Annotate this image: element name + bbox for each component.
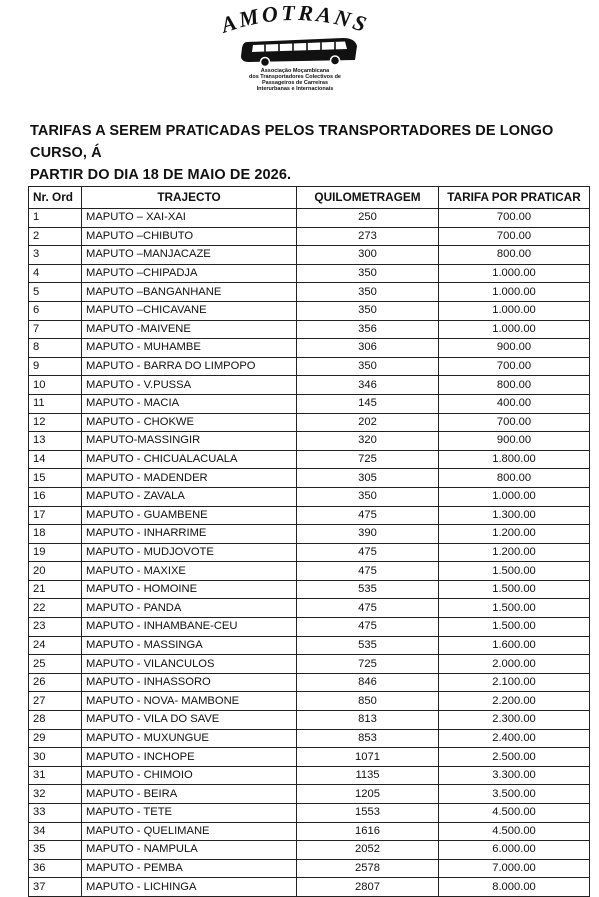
route-cell: MAPUTO - VILA DO SAVE [82, 711, 297, 730]
header-trajecto: TRAJECTO [82, 187, 297, 209]
distance-cell: 2052 [297, 841, 439, 860]
route-cell: MAPUTO - GUAMBENE [82, 506, 297, 525]
table-row [29, 599, 590, 618]
route-cell: MAPUTO - MUDJOVOTE [82, 543, 297, 562]
route-cell: MAPUTO - QUELIMANE [82, 822, 297, 841]
row-number: 21 [29, 580, 82, 599]
route-cell: MAPUTO -MAIVENE [82, 320, 297, 339]
table-row [29, 413, 590, 432]
table-row [29, 543, 590, 562]
route-cell: MAPUTO - TETE [82, 804, 297, 823]
route-cell: MAPUTO - MASSINGA [82, 636, 297, 655]
table-row [29, 841, 590, 860]
distance-cell: 1071 [297, 748, 439, 767]
route-cell: MAPUTO - INHARRIME [82, 525, 297, 544]
document-title [30, 120, 590, 186]
route-cell: MAPUTO - MAXIXE [82, 562, 297, 581]
fare-cell: 1.500.00 [439, 562, 590, 581]
route-cell: MAPUTO - HOMOINE [82, 580, 297, 599]
row-number: 17 [29, 506, 82, 525]
distance-cell: 475 [297, 506, 439, 525]
distance-cell: 202 [297, 413, 439, 432]
row-number: 37 [29, 878, 82, 897]
distance-cell: 2807 [297, 878, 439, 897]
fare-cell: 6.000.00 [439, 841, 590, 860]
distance-cell: 350 [297, 283, 439, 302]
table-row [29, 673, 590, 692]
row-number: 6 [29, 301, 82, 320]
table-row [29, 339, 590, 358]
route-cell: MAPUTO - BARRA DO LIMPOPO [82, 357, 297, 376]
route-cell: MAPUTO - LICHINGA [82, 878, 297, 897]
fare-cell: 700.00 [439, 413, 590, 432]
route-cell: MAPUTO - BEIRA [82, 785, 297, 804]
table-row [29, 525, 590, 544]
table-row [29, 804, 590, 823]
logo-subtitle [195, 68, 395, 92]
distance-cell: 2578 [297, 859, 439, 878]
route-cell: MAPUTO - VILANCULOS [82, 655, 297, 674]
distance-cell: 350 [297, 264, 439, 283]
route-cell: MAPUTO - CHOKWE [82, 413, 297, 432]
distance-cell: 725 [297, 655, 439, 674]
row-number: 27 [29, 692, 82, 711]
fare-cell: 700.00 [439, 209, 590, 228]
row-number: 19 [29, 543, 82, 562]
table-row [29, 301, 590, 320]
header-tarifa: TARIFA POR PRATICAR [439, 187, 590, 209]
distance-cell: 145 [297, 394, 439, 413]
amotrans-logo [195, 6, 395, 106]
row-number: 9 [29, 357, 82, 376]
table-row [29, 580, 590, 599]
row-number: 4 [29, 264, 82, 283]
row-number: 11 [29, 394, 82, 413]
fare-cell: 700.00 [439, 227, 590, 246]
fare-cell: 800.00 [439, 469, 590, 488]
row-number: 16 [29, 487, 82, 506]
distance-cell: 273 [297, 227, 439, 246]
route-cell: MAPUTO –BANGANHANE [82, 283, 297, 302]
route-cell: MAPUTO - CHICUALACUALA [82, 450, 297, 469]
route-cell: MAPUTO - INHASSORO [82, 673, 297, 692]
route-cell: MAPUTO - MACIA [82, 394, 297, 413]
table-row [29, 469, 590, 488]
row-number: 34 [29, 822, 82, 841]
row-number: 5 [29, 283, 82, 302]
distance-cell: 1616 [297, 822, 439, 841]
row-number: 36 [29, 859, 82, 878]
row-number: 13 [29, 432, 82, 451]
table-row [29, 209, 590, 228]
svg-text:AMOTRANS [216, 6, 372, 38]
fare-cell: 2.000.00 [439, 655, 590, 674]
fare-cell: 700.00 [439, 357, 590, 376]
route-cell: MAPUTO - V.PUSSA [82, 376, 297, 395]
table-row [29, 320, 590, 339]
row-number: 1 [29, 209, 82, 228]
route-cell: MAPUTO - NOVA- MAMBONE [82, 692, 297, 711]
row-number: 33 [29, 804, 82, 823]
row-number: 15 [29, 469, 82, 488]
distance-cell: 813 [297, 711, 439, 730]
distance-cell: 475 [297, 562, 439, 581]
table-row [29, 487, 590, 506]
distance-cell: 475 [297, 543, 439, 562]
row-number: 25 [29, 655, 82, 674]
table-row [29, 729, 590, 748]
row-number: 31 [29, 766, 82, 785]
distance-cell: 846 [297, 673, 439, 692]
fare-cell: 8.000.00 [439, 878, 590, 897]
route-cell: MAPUTO –CHIBUTO [82, 227, 297, 246]
fare-cell: 1.500.00 [439, 599, 590, 618]
route-cell: MAPUTO - INCHOPE [82, 748, 297, 767]
fare-cell: 2.300.00 [439, 711, 590, 730]
row-number: 32 [29, 785, 82, 804]
distance-cell: 390 [297, 525, 439, 544]
route-cell: MAPUTO - PANDA [82, 599, 297, 618]
logo-subtitle-line: Associação Moçambicana [260, 68, 330, 74]
distance-cell: 535 [297, 580, 439, 599]
distance-cell: 850 [297, 692, 439, 711]
route-cell: MAPUTO - ZAVALA [82, 487, 297, 506]
bus-logo-icon [195, 6, 395, 66]
row-number: 18 [29, 525, 82, 544]
table-row [29, 655, 590, 674]
distance-cell: 1205 [297, 785, 439, 804]
title-line: PARTIR DO DIA 18 DE MAIO DE 2026. [30, 167, 292, 183]
row-number: 20 [29, 562, 82, 581]
table-row [29, 748, 590, 767]
fare-cell: 1.200.00 [439, 543, 590, 562]
fare-cell: 7.000.00 [439, 859, 590, 878]
fare-cell: 2.100.00 [439, 673, 590, 692]
fare-cell: 3.300.00 [439, 766, 590, 785]
logo-subtitle-line: Passageiros de Carreiras [261, 80, 329, 86]
title-line: TARIFAS A SEREM PRATICADAS PELOS TRANSPORTADORES DE LONGO CURSO, Á [30, 123, 554, 161]
row-number: 8 [29, 339, 82, 358]
fare-cell: 900.00 [439, 339, 590, 358]
distance-cell: 320 [297, 432, 439, 451]
table-row [29, 376, 590, 395]
fare-cell: 2.200.00 [439, 692, 590, 711]
table-row [29, 227, 590, 246]
route-cell: MAPUTO - MUHAMBE [82, 339, 297, 358]
fare-cell: 1.300.00 [439, 506, 590, 525]
route-cell: MAPUTO –CHICAVANE [82, 301, 297, 320]
row-number: 30 [29, 748, 82, 767]
fare-cell: 2.400.00 [439, 729, 590, 748]
table-row [29, 618, 590, 637]
tariff-table [28, 186, 590, 897]
row-number: 10 [29, 376, 82, 395]
route-cell: MAPUTO - INHAMBANE-CEU [82, 618, 297, 637]
table-row [29, 636, 590, 655]
table-row [29, 394, 590, 413]
distance-cell: 475 [297, 599, 439, 618]
header-nr-ord: Nr. Ord [29, 187, 82, 209]
row-number: 7 [29, 320, 82, 339]
fare-cell: 1.500.00 [439, 580, 590, 599]
header-quilometragem: QUILOMETRAGEM [297, 187, 439, 209]
table-body [29, 209, 590, 897]
fare-cell: 3.500.00 [439, 785, 590, 804]
table-row [29, 450, 590, 469]
row-number: 2 [29, 227, 82, 246]
fare-cell: 1.500.00 [439, 618, 590, 637]
table-row [29, 878, 590, 897]
fare-cell: 900.00 [439, 432, 590, 451]
fare-cell: 1.600.00 [439, 636, 590, 655]
fare-cell: 1.000.00 [439, 487, 590, 506]
row-number: 26 [29, 673, 82, 692]
route-cell: MAPUTO –MANJACAZE [82, 246, 297, 265]
fare-cell: 1.800.00 [439, 450, 590, 469]
distance-cell: 306 [297, 339, 439, 358]
route-cell: MAPUTO –CHIPADJA [82, 264, 297, 283]
table-row [29, 785, 590, 804]
distance-cell: 250 [297, 209, 439, 228]
fare-cell: 800.00 [439, 246, 590, 265]
table-row [29, 432, 590, 451]
distance-cell: 725 [297, 450, 439, 469]
table-row [29, 766, 590, 785]
distance-cell: 350 [297, 487, 439, 506]
route-cell: MAPUTO - MADENDER [82, 469, 297, 488]
logo-text: AMOTRANS [217, 6, 373, 38]
fare-cell: 1.000.00 [439, 283, 590, 302]
distance-cell: 305 [297, 469, 439, 488]
distance-cell: 350 [297, 301, 439, 320]
route-cell: MAPUTO - NAMPULA [82, 841, 297, 860]
distance-cell: 853 [297, 729, 439, 748]
table-row [29, 357, 590, 376]
row-number: 3 [29, 246, 82, 265]
fare-cell: 1.000.00 [439, 264, 590, 283]
fare-cell: 4.500.00 [439, 804, 590, 823]
row-number: 12 [29, 413, 82, 432]
row-number: 35 [29, 841, 82, 860]
fare-cell: 2.500.00 [439, 748, 590, 767]
distance-cell: 356 [297, 320, 439, 339]
row-number: 29 [29, 729, 82, 748]
logo-subtitle-line: dos Transportadores Colectivos de [249, 74, 341, 80]
table-row [29, 264, 590, 283]
route-cell: MAPUTO - MUXUNGUE [82, 729, 297, 748]
logo-subtitle-line: Interurbanas e Internacionais [256, 86, 334, 92]
fare-cell: 1.000.00 [439, 320, 590, 339]
row-number: 14 [29, 450, 82, 469]
distance-cell: 350 [297, 357, 439, 376]
fare-cell: 800.00 [439, 376, 590, 395]
distance-cell: 1135 [297, 766, 439, 785]
distance-cell: 346 [297, 376, 439, 395]
fare-cell: 1.000.00 [439, 301, 590, 320]
route-cell: MAPUTO-MASSINGIR [82, 432, 297, 451]
row-number: 23 [29, 618, 82, 637]
fare-cell: 400.00 [439, 394, 590, 413]
row-number: 28 [29, 711, 82, 730]
distance-cell: 535 [297, 636, 439, 655]
row-number: 24 [29, 636, 82, 655]
route-cell: MAPUTO - CHIMOIO [82, 766, 297, 785]
table-header-row [29, 187, 590, 209]
fare-cell: 4.500.00 [439, 822, 590, 841]
distance-cell: 475 [297, 618, 439, 637]
table-row [29, 692, 590, 711]
fare-cell: 1.200.00 [439, 525, 590, 544]
table-row [29, 283, 590, 302]
route-cell: MAPUTO – XAI-XAI [82, 209, 297, 228]
table-row [29, 246, 590, 265]
table-row [29, 506, 590, 525]
table-row [29, 859, 590, 878]
distance-cell: 1553 [297, 804, 439, 823]
route-cell: MAPUTO - PEMBA [82, 859, 297, 878]
table-row [29, 822, 590, 841]
row-number: 22 [29, 599, 82, 618]
distance-cell: 300 [297, 246, 439, 265]
table-row [29, 562, 590, 581]
table-row [29, 711, 590, 730]
